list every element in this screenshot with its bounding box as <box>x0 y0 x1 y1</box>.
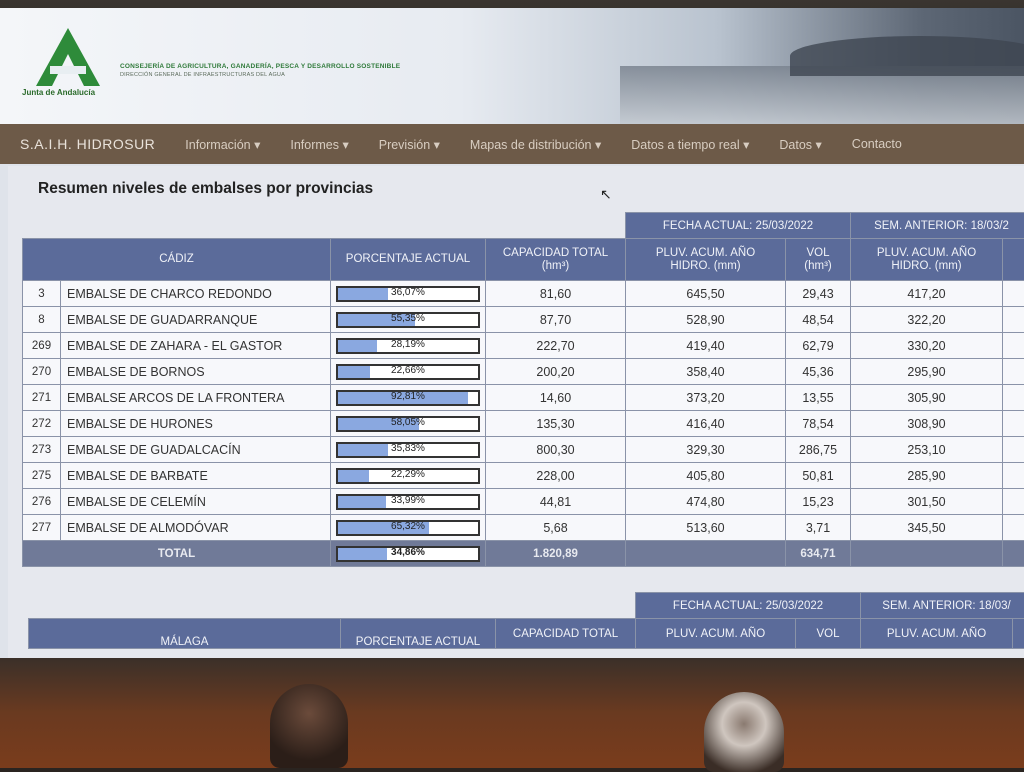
total-row <box>23 541 1024 567</box>
total-prev-empty <box>851 541 1003 567</box>
table-header-row <box>23 239 1024 281</box>
table-row <box>23 437 1024 463</box>
pluv-prev-value: 308,90 <box>851 411 1003 437</box>
pct-progress-bar <box>336 286 480 302</box>
malaga-table <box>28 592 1024 649</box>
pct-cell <box>331 489 486 515</box>
pluv-value: 405,80 <box>626 463 786 489</box>
junta-andalucia-logo-icon[interactable] <box>28 22 108 94</box>
vol-value: 29,43 <box>786 281 851 307</box>
truncated-cell <box>1003 463 1024 489</box>
truncated-cell <box>1003 307 1024 333</box>
pct-progress-bar <box>336 390 480 406</box>
pluv-prev-value: 295,90 <box>851 359 1003 385</box>
malaga-header-row <box>29 619 1024 649</box>
pluv-value: 358,40 <box>626 359 786 385</box>
table-row <box>23 281 1024 307</box>
malaga-truncated-header <box>1013 619 1024 649</box>
total-label: TOTAL <box>23 541 331 567</box>
institution-name: CONSEJERÍA DE AGRICULTURA, GANADERÍA, PESCA Y DESARROLLO SOSTENIBLE <box>120 63 400 70</box>
nav-item-contacto[interactable]: Contacto <box>852 137 902 151</box>
pct-progress-bar <box>336 468 480 484</box>
reservoir-id: 276 <box>23 489 61 515</box>
pct-text: 36,07% <box>338 287 478 298</box>
nav-item-prevision[interactable]: Previsión ▾ <box>379 137 440 152</box>
pluv-header-label: PLUV. ACUM. AÑO <box>656 247 755 259</box>
truncated-cell <box>1003 489 1024 515</box>
pct-text: 65,32% <box>338 521 478 532</box>
vol-value: 13,55 <box>786 385 851 411</box>
person-head-right <box>704 692 784 772</box>
vol-value: 62,79 <box>786 333 851 359</box>
truncated-cell <box>1003 411 1024 437</box>
sem-anterior-header: SEM. ANTERIOR: 18/03/2 <box>851 213 1024 239</box>
reservoir-name[interactable]: EMBALSE DE GUADALCACÍN <box>61 437 331 463</box>
pluv-prev-value: 330,20 <box>851 333 1003 359</box>
porcentaje-header[interactable]: PORCENTAJE ACTUAL <box>331 239 486 281</box>
truncated-cell <box>1003 437 1024 463</box>
reservoir-name[interactable]: EMBALSE DE GUADARRANQUE <box>61 307 331 333</box>
total-pct-text: 34,86% <box>338 547 478 558</box>
table-date-row <box>23 213 1024 239</box>
main-content <box>8 166 1024 658</box>
pluv-prev-header-label: PLUV. ACUM. AÑO <box>877 247 976 259</box>
malaga-province-header[interactable]: MÁLAGA <box>29 619 341 649</box>
pluv-value: 513,60 <box>626 515 786 541</box>
pct-cell <box>331 281 486 307</box>
reservoir-id: 8 <box>23 307 61 333</box>
page-title: Resumen niveles de embalses por provincias <box>38 180 373 198</box>
fecha-actual-header: FECHA ACTUAL: 25/03/2022 <box>626 213 851 239</box>
capacidad-header-label: CAPACIDAD TOTAL <box>503 247 608 259</box>
capacity-value: 44,81 <box>486 489 626 515</box>
vol-header-label: VOL <box>806 247 829 259</box>
vol-header-unit: (hm³) <box>804 260 831 272</box>
pct-text: 58,05% <box>338 417 478 428</box>
reservoir-name[interactable]: EMBALSE ARCOS DE LA FRONTERA <box>61 385 331 411</box>
projector-screen <box>0 8 1024 658</box>
table-row <box>23 515 1024 541</box>
malaga-fecha-actual-header: FECHA ACTUAL: 25/03/2022 <box>636 593 861 619</box>
capacity-value: 5,68 <box>486 515 626 541</box>
pluv-prev-value: 253,10 <box>851 437 1003 463</box>
table-row <box>23 411 1024 437</box>
cadiz-table-body <box>23 281 1024 541</box>
truncated-cell <box>1003 385 1024 411</box>
pluv-prev-value: 322,20 <box>851 307 1003 333</box>
pluv-value: 645,50 <box>626 281 786 307</box>
reservoir-id: 273 <box>23 437 61 463</box>
direction-name: DIRECCIÓN GENERAL DE INFRAESTRUCTURAS DEL AGUA <box>120 72 285 78</box>
reservoir-name[interactable]: EMBALSE DE HURONES <box>61 411 331 437</box>
nav-brand[interactable]: S.A.I.H. HIDROSUR <box>20 136 155 152</box>
reservoir-name[interactable]: EMBALSE DE ALMODÓVAR <box>61 515 331 541</box>
site-banner <box>0 8 1024 124</box>
logo-caption: Junta de Andalucía <box>22 88 95 97</box>
capacity-value: 228,00 <box>486 463 626 489</box>
pct-text: 33,99% <box>338 495 478 506</box>
reservoir-id: 271 <box>23 385 61 411</box>
malaga-date-row <box>29 593 1024 619</box>
vol-value: 48,54 <box>786 307 851 333</box>
pct-progress-bar <box>336 442 480 458</box>
pct-cell <box>331 463 486 489</box>
capacity-value: 200,20 <box>486 359 626 385</box>
malaga-vol-header[interactable]: VOL <box>796 619 861 649</box>
pct-text: 35,83% <box>338 443 478 454</box>
pct-progress-bar <box>336 520 480 536</box>
malaga-porcentaje-header[interactable]: PORCENTAJE ACTUAL <box>341 619 496 649</box>
pct-cell <box>331 333 486 359</box>
pluv-value: 329,30 <box>626 437 786 463</box>
nav-item-informes[interactable]: Informes ▾ <box>290 137 348 152</box>
pct-text: 55,35% <box>338 313 478 324</box>
truncated-cell <box>1003 515 1024 541</box>
reservoir-name[interactable]: EMBALSE DE BORNOS <box>61 359 331 385</box>
pct-progress-bar <box>336 364 480 380</box>
capacity-value: 14,60 <box>486 385 626 411</box>
reservoir-id: 269 <box>23 333 61 359</box>
vol-value: 50,81 <box>786 463 851 489</box>
truncated-cell <box>1003 281 1024 307</box>
main-nav <box>0 124 1024 164</box>
pluv-prev-value: 301,50 <box>851 489 1003 515</box>
capacity-value: 222,70 <box>486 333 626 359</box>
room-desk <box>0 658 1024 768</box>
mouse-cursor-icon: ↖ <box>600 186 612 203</box>
pct-cell <box>331 307 486 333</box>
pct-text: 92,81% <box>338 391 478 402</box>
pct-progress-bar <box>336 338 480 354</box>
capacity-value: 87,70 <box>486 307 626 333</box>
pct-cell <box>331 515 486 541</box>
pluv-value: 419,40 <box>626 333 786 359</box>
capacity-value: 81,60 <box>486 281 626 307</box>
truncated-cell <box>1003 359 1024 385</box>
nav-item-mapas[interactable]: Mapas de distribución ▾ <box>470 137 601 152</box>
truncated-header <box>1003 239 1024 281</box>
table-row <box>23 333 1024 359</box>
pct-text: 22,66% <box>338 365 478 376</box>
pct-progress-bar <box>336 494 480 510</box>
pluv-value: 373,20 <box>626 385 786 411</box>
pct-progress-bar <box>336 312 480 328</box>
reservoir-id: 275 <box>23 463 61 489</box>
total-vol: 634,71 <box>786 541 851 567</box>
vol-value: 78,54 <box>786 411 851 437</box>
total-pluv-empty <box>626 541 786 567</box>
total-trunc-empty <box>1003 541 1024 567</box>
pluv-prev-header-unit: HIDRO. (mm) <box>891 260 961 272</box>
pct-progress-bar <box>336 416 480 432</box>
table-row <box>23 489 1024 515</box>
pluv-prev-value: 417,20 <box>851 281 1003 307</box>
capacidad-header[interactable] <box>486 239 626 281</box>
malaga-pluv-prev-header[interactable]: PLUV. ACUM. AÑO <box>861 619 1013 649</box>
pluv-header-unit: HIDRO. (mm) <box>670 260 740 272</box>
pluv-value: 474,80 <box>626 489 786 515</box>
total-progress-bar <box>336 546 480 562</box>
truncated-cell <box>1003 333 1024 359</box>
capacidad-header-unit: (hm³) <box>542 260 569 272</box>
vol-value: 286,75 <box>786 437 851 463</box>
hill-image <box>790 36 1024 76</box>
reservoir-name[interactable]: EMBALSE DE BARBATE <box>61 463 331 489</box>
pct-cell <box>331 385 486 411</box>
reservoir-id: 277 <box>23 515 61 541</box>
reservoir-name[interactable]: EMBALSE DE ZAHARA - EL GASTOR <box>61 333 331 359</box>
table-row <box>23 385 1024 411</box>
vol-header[interactable] <box>786 239 851 281</box>
pluv-prev-header[interactable] <box>851 239 1003 281</box>
vol-value: 45,36 <box>786 359 851 385</box>
pluv-value: 416,40 <box>626 411 786 437</box>
table-row <box>23 307 1024 333</box>
person-head-left <box>270 684 348 768</box>
pct-cell <box>331 359 486 385</box>
pluv-header[interactable] <box>626 239 786 281</box>
nav-item-datos[interactable]: Datos ▾ <box>779 137 821 152</box>
nav-item-datos-tiempo-real[interactable]: Datos a tiempo real ▾ <box>631 137 749 152</box>
nav-item-informacion[interactable]: Información ▾ <box>185 137 260 152</box>
reservoir-name[interactable]: EMBALSE DE CELEMÍN <box>61 489 331 515</box>
pluv-prev-value: 285,90 <box>851 463 1003 489</box>
pct-text: 28,19% <box>338 339 478 350</box>
reservoir-id: 3 <box>23 281 61 307</box>
reservoir-id: 270 <box>23 359 61 385</box>
malaga-pluv-header[interactable]: PLUV. ACUM. AÑO <box>636 619 796 649</box>
capacity-value: 135,30 <box>486 411 626 437</box>
table-row <box>23 359 1024 385</box>
pluv-prev-value: 305,90 <box>851 385 1003 411</box>
vol-value: 15,23 <box>786 489 851 515</box>
cadiz-table <box>22 212 1024 567</box>
malaga-sem-anterior-header: SEM. ANTERIOR: 18/03/ <box>861 593 1024 619</box>
province-header[interactable]: CÁDIZ <box>23 239 331 281</box>
pluv-prev-value: 345,50 <box>851 515 1003 541</box>
reservoir-name[interactable]: EMBALSE DE CHARCO REDONDO <box>61 281 331 307</box>
total-pct-cell <box>331 541 486 567</box>
malaga-capacidad-header[interactable]: CAPACIDAD TOTAL <box>496 619 636 649</box>
pluv-value: 528,90 <box>626 307 786 333</box>
capacity-value: 800,30 <box>486 437 626 463</box>
table-row <box>23 463 1024 489</box>
pct-text: 22,29% <box>338 469 478 480</box>
vol-value: 3,71 <box>786 515 851 541</box>
total-capacity: 1.820,89 <box>486 541 626 567</box>
pct-cell <box>331 437 486 463</box>
pct-cell <box>331 411 486 437</box>
reservoir-id: 272 <box>23 411 61 437</box>
